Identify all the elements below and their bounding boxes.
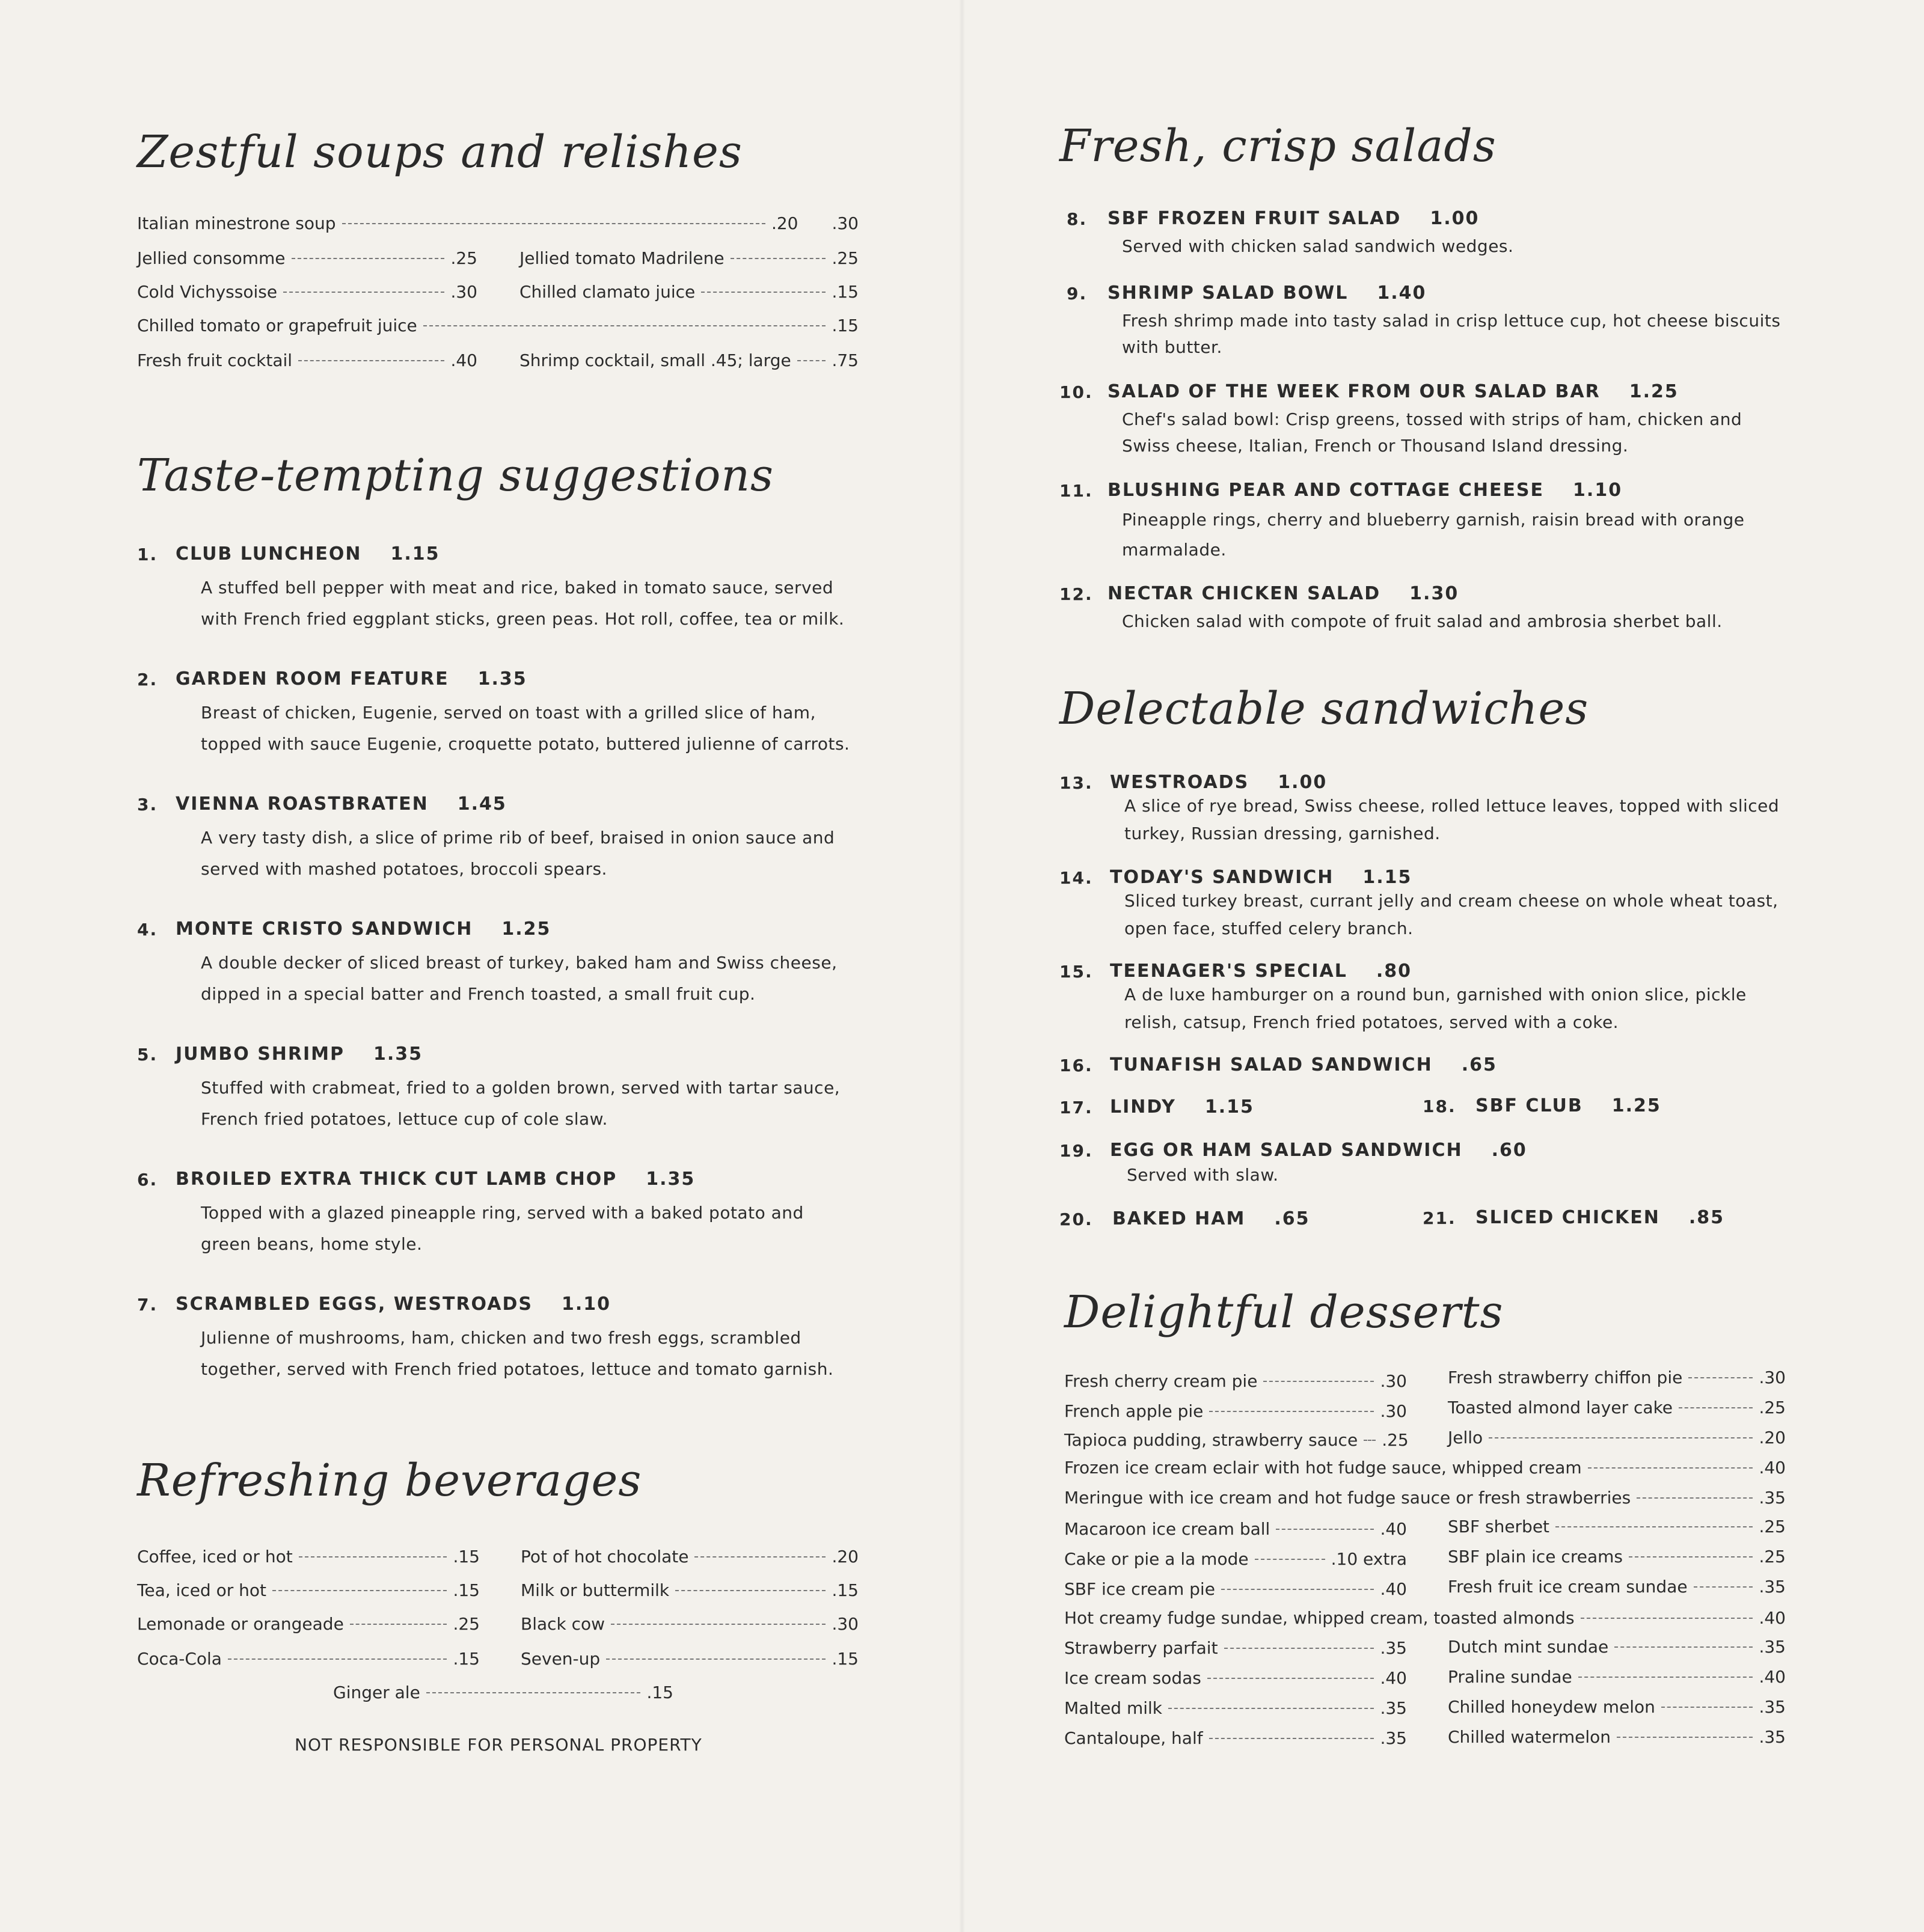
item-title bbox=[1475, 1095, 1661, 1116]
item-price: 1.35 bbox=[646, 1169, 696, 1190]
item-title bbox=[1108, 381, 1679, 402]
item-price: .40 bbox=[450, 350, 477, 370]
item-number: 10. bbox=[1059, 382, 1093, 402]
item-title-text: SCRAMBLED EGGS, WESTROADS bbox=[176, 1294, 533, 1315]
item-name: Italian minestrone soup bbox=[137, 213, 336, 233]
item-title-text: VIENNA ROASTBRATEN bbox=[176, 793, 429, 815]
item-title bbox=[1110, 867, 1412, 888]
item-price: .65 bbox=[1274, 1208, 1310, 1229]
soup-row-minestrone bbox=[137, 210, 859, 237]
item-price: .40 bbox=[1759, 1667, 1786, 1687]
item-title bbox=[1110, 1054, 1497, 1075]
soup-row bbox=[519, 279, 859, 305]
leader-dots bbox=[299, 1556, 447, 1558]
item-name: Lemonade or orangeade bbox=[137, 1614, 344, 1634]
soup-row bbox=[137, 279, 477, 305]
leader-dots bbox=[1679, 1407, 1753, 1408]
leader-dots bbox=[1224, 1648, 1374, 1649]
item-title bbox=[176, 919, 551, 940]
dessert-row bbox=[1448, 1544, 1786, 1570]
item-number: 21. bbox=[1423, 1208, 1456, 1228]
item-name: Black cow bbox=[521, 1614, 605, 1634]
item-price: .25 bbox=[1382, 1430, 1409, 1450]
item-title-text: BROILED EXTRA THICK CUT LAMB CHOP bbox=[176, 1169, 617, 1190]
item-title-text: SHRIMP SALAD BOWL bbox=[1108, 283, 1349, 304]
item-price: .40 bbox=[1380, 1519, 1407, 1539]
beverage-row bbox=[333, 1680, 673, 1706]
item-description: Chef's salad bowl: Crisp greens, tossed with strips of ham, chicken and Swiss cheese, Italian, French or Thousand Island dressing. bbox=[1122, 409, 1742, 456]
leader-dots bbox=[423, 325, 826, 326]
leader-dots bbox=[1629, 1556, 1753, 1558]
item-price: 1.15 bbox=[1362, 867, 1412, 888]
item-price: .25 bbox=[1759, 1547, 1786, 1567]
item-number: 5. bbox=[137, 1045, 158, 1065]
item-price: 1.25 bbox=[1611, 1095, 1661, 1116]
item-price: .35 bbox=[1759, 1577, 1786, 1597]
item-price: .15 bbox=[453, 1547, 480, 1567]
item-price: .25 bbox=[1759, 1398, 1786, 1417]
desserts-heading: Delightful desserts bbox=[1064, 1286, 1504, 1338]
soup-row bbox=[137, 313, 859, 339]
item-name: Shrimp cocktail, small .45; large bbox=[519, 350, 791, 370]
item-description: A slice of rye bread, Swiss cheese, rolled lettuce leaves, topped with sliced turkey, Russian dressing, garnished. bbox=[1124, 796, 1780, 843]
beverage-row bbox=[137, 1577, 480, 1604]
dessert-row bbox=[1448, 1634, 1786, 1660]
salads-heading: Fresh, crisp salads bbox=[1059, 120, 1497, 172]
dessert-row bbox=[1064, 1516, 1407, 1542]
leader-dots bbox=[426, 1692, 641, 1693]
item-title-text: WESTROADS bbox=[1110, 772, 1249, 793]
item-title-text: CLUB LUNCHEON bbox=[176, 543, 362, 564]
item-description: A double decker of sliced breast of turkey, baked ham and Swiss cheese, dipped in a special batter and French toasted, a small fruit cup. bbox=[201, 953, 838, 1004]
item-price: 1.35 bbox=[373, 1044, 423, 1065]
item-name: Macaroon ice cream ball bbox=[1064, 1519, 1270, 1539]
leader-dots bbox=[292, 258, 445, 259]
item-price: .75 bbox=[832, 350, 859, 370]
item-price: .35 bbox=[1759, 1637, 1786, 1657]
item-number: 2. bbox=[137, 670, 158, 689]
leader-dots bbox=[283, 292, 444, 293]
item-title-text: EGG OR HAM SALAD SANDWICH bbox=[1110, 1140, 1463, 1161]
item-name: SBF plain ice creams bbox=[1448, 1547, 1623, 1567]
dessert-row bbox=[1064, 1427, 1407, 1454]
item-price: .25 bbox=[832, 248, 859, 268]
item-number: 9. bbox=[1067, 284, 1088, 304]
leader-dots bbox=[1694, 1586, 1753, 1588]
item-title-text: JUMBO SHRIMP bbox=[176, 1044, 345, 1065]
item-name: Strawberry parfait bbox=[1064, 1638, 1218, 1658]
leader-dots bbox=[1276, 1529, 1374, 1530]
dessert-row bbox=[1064, 1665, 1407, 1692]
item-name: Chilled watermelon bbox=[1448, 1727, 1611, 1747]
leader-dots bbox=[675, 1590, 826, 1591]
item-price: .40 bbox=[1380, 1668, 1407, 1688]
item-title-text: TODAY'S SANDWICH bbox=[1110, 867, 1334, 888]
item-title bbox=[176, 1294, 611, 1315]
item-name: Tea, iced or hot bbox=[137, 1580, 267, 1600]
item-title-text: BLUSHING PEAR AND COTTAGE CHEESE bbox=[1108, 480, 1545, 501]
item-price: 1.40 bbox=[1377, 283, 1427, 304]
dessert-row bbox=[1064, 1635, 1407, 1661]
item-title bbox=[1108, 583, 1459, 604]
item-title-text: NECTAR CHICKEN SALAD bbox=[1108, 583, 1381, 604]
item-price: .15 bbox=[832, 282, 859, 302]
dessert-row bbox=[1064, 1455, 1786, 1481]
item-title bbox=[1110, 772, 1327, 793]
item-name: Meringue with ice cream and hot fudge sauce or fresh strawberries bbox=[1064, 1488, 1631, 1508]
leader-dots bbox=[1489, 1437, 1753, 1438]
item-name: Ginger ale bbox=[333, 1683, 420, 1702]
item-description: Sliced turkey breast, currant jelly and cream cheese on whole wheat toast, open face, stuffed celery branch. bbox=[1124, 891, 1778, 938]
item-price-large: .30 bbox=[832, 213, 859, 233]
leader-dots bbox=[1168, 1708, 1374, 1709]
leader-dots bbox=[342, 223, 765, 224]
item-name: SBF ice cream pie bbox=[1064, 1579, 1215, 1599]
item-description: Chicken salad with compote of fruit salad and ambrosia sherbet ball. bbox=[1122, 611, 1723, 631]
item-number: 7. bbox=[137, 1295, 158, 1315]
beverage-row bbox=[521, 1577, 859, 1604]
leader-dots bbox=[1614, 1646, 1753, 1648]
suggestions-heading: Taste-tempting suggestions bbox=[137, 450, 774, 501]
leader-dots bbox=[606, 1658, 826, 1660]
item-title bbox=[176, 1169, 695, 1190]
item-title-text: LINDY bbox=[1110, 1096, 1176, 1117]
item-title bbox=[1108, 480, 1622, 501]
item-name: Dutch mint sundae bbox=[1448, 1637, 1609, 1657]
leader-dots bbox=[228, 1658, 447, 1660]
item-price: 1.10 bbox=[1573, 480, 1623, 501]
item-title-text: GARDEN ROOM FEATURE bbox=[176, 668, 449, 689]
item-name: Coffee, iced or hot bbox=[137, 1547, 293, 1567]
leader-dots bbox=[1555, 1526, 1753, 1527]
item-title-text: SLICED CHICKEN bbox=[1475, 1207, 1660, 1228]
item-price: .15 bbox=[832, 1649, 859, 1669]
leader-dots bbox=[1263, 1381, 1374, 1382]
item-price: .25 bbox=[1759, 1517, 1786, 1536]
item-name: SBF sherbet bbox=[1448, 1517, 1550, 1536]
page-fold bbox=[959, 0, 965, 1932]
leader-dots bbox=[1617, 1737, 1753, 1738]
leader-dots bbox=[1207, 1678, 1374, 1679]
item-description: Served with slaw. bbox=[1127, 1165, 1279, 1185]
item-number: 8. bbox=[1067, 209, 1088, 229]
item-name: Cake or pie a la mode bbox=[1064, 1549, 1249, 1569]
item-price: .30 bbox=[1380, 1401, 1407, 1421]
item-description: A stuffed bell pepper with meat and rice, baked in tomato sauce, served with French fried eggplant sticks, green peas. Hot roll, coffee, tea or milk. bbox=[201, 578, 845, 629]
leader-dots bbox=[1221, 1589, 1374, 1590]
item-price: .35 bbox=[1380, 1638, 1407, 1658]
item-price: 1.45 bbox=[457, 793, 507, 815]
item-name: Fresh cherry cream pie bbox=[1064, 1371, 1258, 1391]
item-number: 19. bbox=[1059, 1141, 1093, 1161]
dessert-row bbox=[1064, 1725, 1407, 1752]
item-title-text: BAKED HAM bbox=[1112, 1208, 1246, 1229]
item-name: French apple pie bbox=[1064, 1401, 1204, 1421]
item-price: 1.25 bbox=[501, 919, 551, 940]
dessert-row bbox=[1448, 1664, 1786, 1690]
item-price: .15 bbox=[453, 1580, 480, 1600]
dessert-row bbox=[1448, 1425, 1786, 1451]
beverage-row bbox=[521, 1544, 859, 1570]
dessert-row bbox=[1064, 1605, 1786, 1631]
item-name: Milk or buttermilk bbox=[521, 1580, 670, 1600]
dessert-row bbox=[1448, 1395, 1786, 1421]
item-name: Hot creamy fudge sundae, whipped cream, toasted almonds bbox=[1064, 1608, 1575, 1628]
item-number: 1. bbox=[137, 545, 158, 564]
item-price: .15 bbox=[646, 1683, 673, 1702]
item-name: Cantaloupe, half bbox=[1064, 1728, 1203, 1748]
item-number: 3. bbox=[137, 795, 158, 815]
item-title bbox=[1110, 961, 1412, 982]
beverage-row bbox=[521, 1611, 859, 1637]
sandwiches-heading: Delectable sandwiches bbox=[1059, 683, 1589, 735]
item-number: 17. bbox=[1059, 1098, 1093, 1117]
item-title bbox=[1110, 1140, 1527, 1161]
item-price: .15 bbox=[832, 1580, 859, 1600]
item-price: .20 bbox=[832, 1547, 859, 1567]
item-number: 4. bbox=[137, 920, 158, 940]
item-title bbox=[176, 668, 527, 689]
item-price: 1.10 bbox=[561, 1294, 611, 1315]
item-price: .30 bbox=[450, 282, 477, 302]
item-price: .25 bbox=[453, 1614, 480, 1634]
item-name: Cold Vichyssoise bbox=[137, 282, 278, 302]
beverage-row bbox=[137, 1646, 480, 1672]
leader-dots bbox=[701, 292, 826, 293]
item-name: Jellied tomato Madrilene bbox=[519, 248, 725, 268]
item-name: Pot of hot chocolate bbox=[521, 1547, 689, 1567]
item-price: .35 bbox=[1380, 1728, 1407, 1748]
item-price: .40 bbox=[1380, 1579, 1407, 1599]
item-name: Ice cream sodas bbox=[1064, 1668, 1201, 1688]
leader-dots bbox=[1364, 1440, 1376, 1441]
soup-row bbox=[519, 245, 859, 272]
item-name: Chilled honeydew melon bbox=[1448, 1697, 1655, 1717]
item-description: Stuffed with crabmeat, fried to a golden brown, served with tartar sauce, French fried potatoes, lettuce cup of cole slaw. bbox=[201, 1078, 841, 1129]
leader-dots bbox=[1209, 1411, 1374, 1412]
item-price: .80 bbox=[1376, 961, 1412, 982]
dessert-row bbox=[1064, 1368, 1407, 1395]
item-price: .35 bbox=[1380, 1698, 1407, 1718]
item-price: .20 bbox=[1759, 1428, 1786, 1447]
beverages-heading: Refreshing beverages bbox=[137, 1455, 642, 1506]
dessert-row bbox=[1448, 1365, 1786, 1391]
leader-dots bbox=[1581, 1618, 1753, 1619]
item-price: 1.25 bbox=[1629, 381, 1679, 402]
item-title bbox=[1110, 1096, 1254, 1117]
item-title bbox=[1108, 208, 1479, 229]
item-number: 18. bbox=[1423, 1096, 1456, 1116]
leader-dots bbox=[731, 258, 826, 259]
item-description: Served with chicken salad sandwich wedges. bbox=[1122, 236, 1514, 256]
item-price: .15 bbox=[832, 316, 859, 335]
dessert-row bbox=[1448, 1694, 1786, 1720]
leader-dots bbox=[1688, 1377, 1753, 1378]
item-number: 14. bbox=[1059, 868, 1093, 888]
leader-dots bbox=[1637, 1497, 1753, 1499]
item-number: 12. bbox=[1059, 584, 1093, 604]
item-number: 11. bbox=[1059, 481, 1093, 501]
item-description: Julienne of mushrooms, ham, chicken and two fresh eggs, scrambled together, served with French fried potatoes, lettuce and tomato garnish. bbox=[201, 1328, 834, 1379]
leader-dots bbox=[1661, 1707, 1753, 1708]
item-description: A de luxe hamburger on a round bun, garnished with onion slice, pickle relish, catsup, French fried potatoes, served with a coke. bbox=[1124, 985, 1747, 1032]
item-name: Fresh fruit ice cream sundae bbox=[1448, 1577, 1688, 1597]
item-name: Coca-Cola bbox=[137, 1649, 222, 1669]
item-name: Chilled tomato or grapefruit juice bbox=[137, 316, 417, 335]
item-name: Praline sundae bbox=[1448, 1667, 1572, 1687]
leader-dots bbox=[298, 360, 444, 361]
item-title bbox=[176, 793, 507, 815]
item-price: .35 bbox=[1759, 1727, 1786, 1747]
item-number: 6. bbox=[137, 1170, 158, 1190]
item-description: Breast of chicken, Eugenie, served on toast with a grilled slice of ham, topped with sauce Eugenie, croquette potato, buttered julienne of carrots. bbox=[201, 703, 850, 754]
item-price: .25 bbox=[450, 248, 477, 268]
leader-dots bbox=[694, 1556, 826, 1558]
item-price: .40 bbox=[1759, 1608, 1786, 1628]
item-name: Frozen ice cream eclair with hot fudge sauce, whipped cream bbox=[1064, 1458, 1582, 1478]
leader-dots bbox=[1255, 1559, 1325, 1560]
item-title-text: TUNAFISH SALAD SANDWICH bbox=[1110, 1054, 1433, 1075]
leader-dots bbox=[1578, 1677, 1753, 1678]
dessert-row bbox=[1448, 1574, 1786, 1600]
item-description: Topped with a glazed pineapple ring, served with a baked potato and green beans, home style. bbox=[201, 1203, 804, 1254]
leader-dots bbox=[1588, 1467, 1753, 1469]
item-name: Jello bbox=[1448, 1428, 1483, 1447]
dessert-row bbox=[1064, 1485, 1786, 1511]
item-price: .10 extra bbox=[1331, 1549, 1407, 1569]
item-price: .30 bbox=[1380, 1371, 1407, 1391]
leader-dots bbox=[1209, 1738, 1374, 1739]
dessert-row bbox=[1064, 1695, 1407, 1722]
item-price: 1.00 bbox=[1430, 208, 1480, 229]
dessert-row bbox=[1448, 1514, 1786, 1540]
dessert-row bbox=[1064, 1576, 1407, 1603]
item-price: 1.15 bbox=[390, 543, 440, 564]
item-price: .85 bbox=[1688, 1207, 1725, 1228]
beverage-row bbox=[137, 1611, 480, 1637]
item-price: 1.30 bbox=[1409, 583, 1459, 604]
item-price: .15 bbox=[453, 1649, 480, 1669]
item-price: .65 bbox=[1461, 1054, 1497, 1075]
item-title bbox=[176, 1044, 423, 1065]
item-price: .35 bbox=[1759, 1697, 1786, 1717]
leader-dots bbox=[350, 1624, 447, 1625]
item-title bbox=[1112, 1208, 1310, 1229]
item-title-text: SALAD OF THE WEEK FROM OUR SALAD BAR bbox=[1108, 381, 1601, 402]
item-title bbox=[1475, 1207, 1724, 1228]
item-description: Fresh shrimp made into tasty salad in crisp lettuce cup, hot cheese biscuits with butter. bbox=[1122, 311, 1781, 357]
item-title bbox=[1108, 283, 1426, 304]
item-price: .30 bbox=[832, 1614, 859, 1634]
item-number: 15. bbox=[1059, 962, 1093, 982]
dessert-row bbox=[1064, 1546, 1407, 1573]
item-name: Chilled clamato juice bbox=[519, 282, 696, 302]
item-name: Fresh fruit cocktail bbox=[137, 350, 293, 370]
item-title-text: SBF CLUB bbox=[1475, 1095, 1583, 1116]
beverage-row bbox=[137, 1544, 480, 1570]
dessert-row bbox=[1064, 1398, 1407, 1425]
item-title-text: TEENAGER'S SPECIAL bbox=[1110, 961, 1347, 982]
item-description: A very tasty dish, a slice of prime rib of beef, braised in onion sauce and served with mashed potatoes, broccoli spears. bbox=[201, 828, 835, 879]
item-price: .35 bbox=[1759, 1488, 1786, 1508]
item-price: 1.15 bbox=[1204, 1096, 1254, 1117]
item-name: Tapioca pudding, strawberry sauce bbox=[1064, 1430, 1358, 1450]
item-title-text: MONTE CRISTO SANDWICH bbox=[176, 919, 473, 940]
soup-row bbox=[137, 347, 477, 374]
item-name: Malted milk bbox=[1064, 1698, 1163, 1718]
item-number: 13. bbox=[1059, 773, 1093, 793]
leader-dots bbox=[611, 1624, 826, 1625]
dessert-row bbox=[1448, 1724, 1786, 1750]
item-number: 20. bbox=[1059, 1209, 1093, 1229]
item-price: .30 bbox=[1759, 1368, 1786, 1387]
item-price: .60 bbox=[1491, 1140, 1527, 1161]
soup-row bbox=[519, 347, 859, 374]
item-title-text: SBF FROZEN FRUIT SALAD bbox=[1108, 208, 1402, 229]
item-price: .40 bbox=[1759, 1458, 1786, 1478]
item-price: .20 bbox=[771, 213, 798, 233]
soups-heading: Zestful soups and relishes bbox=[137, 126, 743, 178]
item-number: 16. bbox=[1059, 1056, 1093, 1075]
item-description: Pineapple rings, cherry and blueberry garnish, raisin bread with orange marmalade. bbox=[1122, 510, 1745, 560]
beverage-row bbox=[521, 1646, 859, 1672]
item-price: 1.35 bbox=[477, 668, 527, 689]
item-price: 1.00 bbox=[1278, 772, 1328, 793]
leader-dots bbox=[797, 360, 826, 361]
item-title bbox=[176, 543, 440, 564]
item-name: Toasted almond layer cake bbox=[1448, 1398, 1673, 1417]
item-name: Fresh strawberry chiffon pie bbox=[1448, 1368, 1683, 1387]
item-name: Seven-up bbox=[521, 1649, 601, 1669]
soup-row bbox=[137, 245, 477, 272]
notice-text: NOT RESPONSIBLE FOR PERSONAL PROPERTY bbox=[295, 1735, 702, 1755]
item-name: Jellied consomme bbox=[137, 248, 286, 268]
leader-dots bbox=[272, 1590, 447, 1591]
